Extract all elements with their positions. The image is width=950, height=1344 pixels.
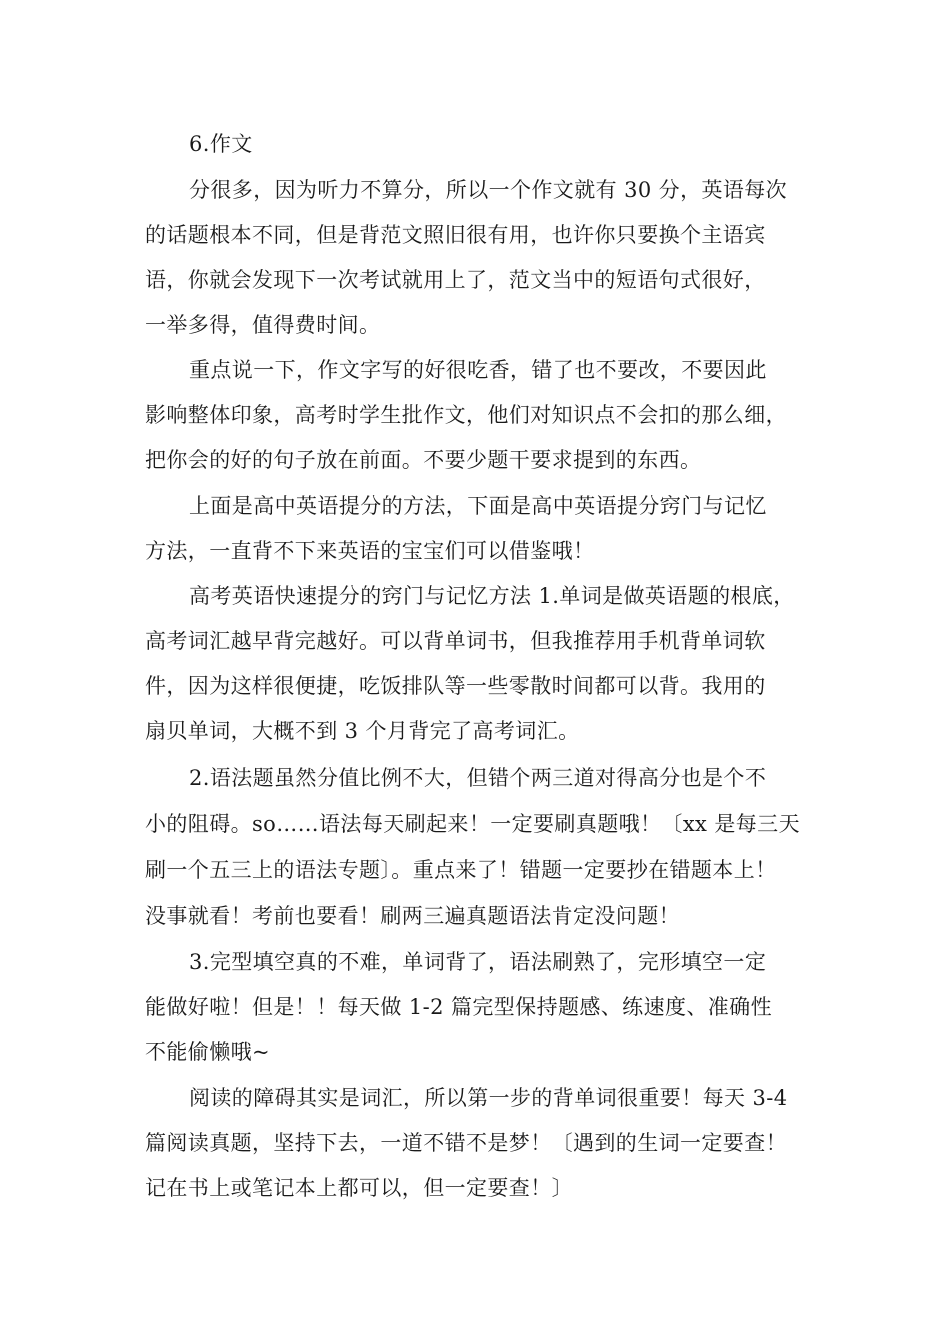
paragraph-line: 阅读的障碍其实是词汇，所以第一步的背单词很重要！每天 3-4 bbox=[189, 1086, 788, 1110]
paragraph-line: 分很多，因为听力不算分，所以一个作文就有 30 分，英语每次 bbox=[189, 178, 788, 202]
paragraph-line: 的话题根本不同，但是背范文照旧很有用，也许你只要换个主语宾 bbox=[145, 223, 766, 247]
paragraph-line: 没事就看！考前也要看！刷两三遍真题语法肯定没问题！ bbox=[145, 904, 680, 928]
paragraph-line: 高考词汇越早背完越好。可以背单词书，但我推荐用手机背单词软 bbox=[145, 629, 766, 653]
paragraph-line: 不能偷懒哦~ bbox=[145, 1040, 270, 1064]
paragraph-line: 扇贝单词，大概不到 3 个月背完了高考词汇。 bbox=[145, 719, 580, 743]
paragraph-line: 能做好啦！但是！！每天做 1-2 篇完型保持题感、练速度、准确性 bbox=[145, 995, 772, 1019]
paragraph-line: 3.完型填空真的不难，单词背了，语法刷熟了，完形填空一定 bbox=[189, 950, 767, 974]
paragraph-line: 一举多得，值得费时间。 bbox=[145, 313, 381, 337]
paragraph-line: 记在书上或笔记本上都可以，但一定要查！〕 bbox=[145, 1176, 573, 1200]
paragraph-line: 上面是高中英语提分的方法，下面是高中英语提分窍门与记忆 bbox=[189, 494, 767, 518]
paragraph-line: 把你会的好的句子放在前面。不要少题干要求提到的东西。 bbox=[145, 448, 702, 472]
paragraph-line: 重点说一下，作文字写的好很吃香，错了也不要改，不要因此 bbox=[189, 358, 767, 382]
paragraph-line: 高考英语快速提分的窍门与记忆方法 1.单词是做英语题的根底， bbox=[189, 584, 795, 608]
paragraph-line: 刷一个五三上的语法专题〕。重点来了！错题一定要抄在错题本上！ bbox=[145, 858, 777, 882]
paragraph-line: 件，因为这样很便捷，吃饭排队等一些零散时间都可以背。我用的 bbox=[145, 674, 766, 698]
paragraph-line: 小的阻碍。so……语法每天刷起来！一定要刷真题哦！〔xx 是每三天 bbox=[145, 812, 800, 836]
paragraph-line: 2.语法题虽然分值比例不大，但错个两三道对得高分也是个不 bbox=[189, 766, 767, 790]
paragraph-line: 方法，一直背不下来英语的宝宝们可以借鉴哦！ bbox=[145, 539, 595, 563]
paragraph-line: 影响整体印象，高考时学生批作文，他们对知识点不会扣的那么细， bbox=[145, 403, 787, 427]
paragraph-line: 语，你就会发现下一次考试就用上了，范文当中的短语句式很好， bbox=[145, 268, 766, 292]
paragraph-line: 篇阅读真题，坚持下去，一道不错不是梦！〔遇到的生词一定要查！ bbox=[145, 1131, 787, 1155]
section-heading: 6.作文 bbox=[189, 132, 253, 156]
